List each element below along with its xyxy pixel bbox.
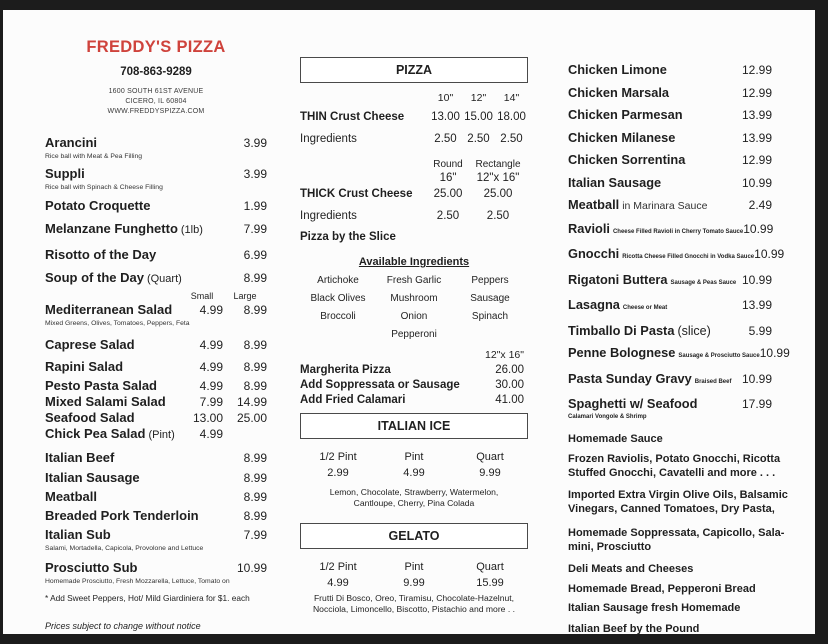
- item-name: Add Fried Calamari: [300, 394, 406, 406]
- menu-item-row: [45, 358, 267, 376]
- size-label: Pint: [404, 451, 424, 463]
- info-line: Homemade Sauce: [568, 433, 663, 445]
- ingredient: Mushroom: [390, 293, 438, 304]
- item-description: Homemade Prosciutto, Fresh Mozzarella, Lettuce, Tomato on: [45, 578, 230, 585]
- size-label: 1/2 Pint: [319, 561, 357, 573]
- item-name: Italian Sub: [45, 527, 111, 542]
- item-name: Rigatoni Buttera: [568, 271, 668, 287]
- ingredient: Fresh Garlic: [386, 275, 442, 286]
- size-label: Quart: [476, 451, 504, 463]
- gelato-sizes: [300, 561, 528, 573]
- item-name: Timballo Di Pasta: [568, 322, 675, 338]
- item-name: Italian Beef: [45, 450, 115, 465]
- item-name: Penne Bolognese: [568, 345, 676, 360]
- size-label: 16": [439, 172, 457, 184]
- item-price-small: 7.99: [199, 395, 223, 409]
- size-header-small: Small: [190, 291, 214, 301]
- menu-item-row: [45, 394, 267, 410]
- thick-ingredients-row: [300, 210, 528, 222]
- left-menu-items: [45, 134, 267, 631]
- item-price: 9.99: [479, 467, 501, 479]
- item-price-small: 4.99: [199, 360, 223, 374]
- item-price: 8.99: [243, 471, 267, 485]
- item-name: Mixed Salami Salad: [45, 394, 166, 409]
- menu-item-row: [568, 371, 772, 390]
- size-label: 1/2 Pint: [319, 451, 357, 463]
- ingredient-row: [300, 311, 528, 322]
- item-name: Arancini: [45, 135, 98, 150]
- item-price: 2.50: [486, 210, 510, 222]
- italian-ice-prices: [300, 467, 528, 479]
- addons-note: * Add Sweet Peppers, Hot/ Mild Giardiniera for $1. each: [45, 593, 250, 603]
- menu-page: [3, 10, 815, 634]
- item-price: 10.99: [741, 272, 772, 287]
- address-line2: CICERO, IL 60804: [125, 98, 187, 105]
- pizza-section: [300, 57, 528, 406]
- item-name: Soup of the Day: [45, 270, 144, 285]
- size-label: 10": [437, 92, 454, 104]
- item-price: 7.99: [243, 222, 267, 236]
- item-price: 41.00: [495, 394, 524, 406]
- info-line: Frozen Raviolis, Potato Gnocchi, Ricotta Stuffed Gnocchi, Cavatelli and more . . .: [568, 453, 781, 479]
- size-label: 12": [470, 92, 487, 104]
- item-price: 15.00: [464, 111, 493, 123]
- info-line: Homemade Soppressata, Capicollo, Sala-mini, Prosciutto: [568, 527, 785, 553]
- item-name: Ravioli: [568, 220, 610, 236]
- item-note: (Pint): [148, 429, 175, 441]
- ingredient: Black Olives: [310, 293, 366, 304]
- ingredient-row: [300, 275, 528, 286]
- size-label: 14": [503, 92, 520, 104]
- italian-ice-flavors: Lemon, Chocolate, Strawberry, Watermelon, Cantloupe, Cherry, Pina Colada: [329, 487, 499, 508]
- italian-ice-sizes: [300, 451, 528, 463]
- item-name: Meatball: [568, 197, 620, 212]
- thin-crust-row: [300, 111, 528, 123]
- item-price-large: 14.99: [236, 395, 267, 409]
- item-price: 7.99: [243, 528, 267, 542]
- item-price: 10.99: [754, 247, 785, 261]
- menu-item-row: [568, 323, 772, 339]
- info-line: Italian Sausage fresh Homemade: [568, 602, 741, 614]
- ingredient: Onion: [400, 311, 428, 322]
- item-price-small: 4.99: [199, 427, 223, 441]
- item-name: THICK Crust Cheese: [300, 188, 413, 200]
- thin-size-header-row: [300, 92, 528, 104]
- item-price-small: 4.99: [199, 338, 223, 352]
- item-price: 3.99: [243, 167, 267, 181]
- gelato-section: [300, 523, 528, 615]
- item-description: Salami, Mortadella, Capicola, Provolone and Lettuce: [45, 545, 204, 552]
- item-name: Rapini Salad: [45, 359, 124, 374]
- info-line: Homemade Bread, Pepperoni Bread: [568, 583, 756, 595]
- italian-ice-header: ITALIAN ICE: [300, 413, 528, 439]
- special-item-row: [300, 379, 528, 391]
- size-header-large: Large: [233, 291, 257, 301]
- item-price: 10.99: [741, 371, 772, 386]
- item-name: Chick Pea Salad: [45, 426, 146, 441]
- item-price: 25.00: [433, 188, 463, 200]
- item-name: Margherita Pizza: [300, 364, 391, 376]
- item-price: 8.99: [243, 451, 267, 465]
- item-name: Italian Sausage: [45, 470, 140, 485]
- menu-item-row: [45, 469, 267, 487]
- address-line1: 1600 SOUTH 61ST AVENUE: [108, 88, 204, 95]
- item-name: Prosciutto Sub: [45, 560, 138, 575]
- menu-item-row: [568, 297, 772, 316]
- item-description: Calamari Vongole & Shrimp: [568, 414, 647, 420]
- item-price-large: 8.99: [243, 303, 267, 317]
- item-price: 12.99: [741, 153, 772, 167]
- item-price: 8.99: [243, 271, 267, 285]
- menu-item-row: [568, 197, 772, 214]
- menu-item-row: [45, 559, 267, 577]
- thick-crust-row: [300, 188, 528, 200]
- item-price: 3.99: [243, 136, 267, 150]
- item-name: Potato Croquette: [45, 198, 151, 213]
- item-name: Caprese Salad: [45, 337, 135, 352]
- italian-ice-section: [300, 413, 528, 509]
- item-price: 2.50: [467, 133, 490, 145]
- menu-item-row: [45, 165, 267, 183]
- item-price: 25.00: [483, 188, 513, 200]
- item-name: Chicken Parmesan: [568, 107, 683, 122]
- item-price: 13.99: [741, 108, 772, 122]
- menu-item-row: [568, 345, 790, 364]
- item-price: 4.99: [403, 467, 425, 479]
- ingredient: Peppers: [471, 275, 509, 286]
- item-price: 5.99: [748, 323, 772, 338]
- item-subtext: Ricotta Cheese Filled Gnocchi in Vodka Sauce: [622, 254, 755, 260]
- item-name: Suppli: [45, 166, 85, 181]
- menu-item-row: [45, 336, 267, 354]
- info-line: Deli Meats and Cheeses: [568, 563, 694, 575]
- item-name: Add Soppressata or Sausage: [300, 379, 460, 391]
- item-price: 9.99: [403, 577, 425, 589]
- item-note: (1lb): [180, 224, 203, 236]
- item-price: 30.00: [495, 379, 524, 391]
- website: WWW.FREDDYSPIZZA.COM: [107, 108, 205, 115]
- ingredient: Sausage: [470, 293, 510, 304]
- menu-item-row: [45, 410, 267, 426]
- item-price: 8.99: [243, 509, 267, 523]
- menu-item-row: [568, 130, 772, 146]
- menu-item-row: [45, 197, 267, 215]
- item-name: Chicken Milanese: [568, 129, 676, 145]
- item-price-large: 25.00: [236, 411, 267, 425]
- right-column: [568, 62, 794, 636]
- item-name: Spaghetti w/ Seafood: [568, 396, 698, 411]
- item-description: Rice ball with Spinach & Cheese Filling: [45, 184, 163, 191]
- item-name: Pesto Pasta Salad: [45, 378, 157, 393]
- address-block: [45, 87, 267, 117]
- item-price-small: 4.99: [199, 379, 223, 393]
- item-price: 13.00: [431, 111, 460, 123]
- item-subtext: Sausage & Peas Sauce: [670, 279, 737, 286]
- item-name: THIN Crust Cheese: [300, 111, 405, 123]
- gelato-header: GELATO: [300, 523, 528, 549]
- restaurant-name: FREDDY'S PIZZA: [86, 38, 226, 56]
- item-price-large: 8.99: [243, 360, 267, 374]
- menu-item-row: [45, 488, 267, 506]
- item-price: 17.99: [741, 397, 772, 411]
- item-subtext: Cheese Filled Ravioli in Cherry Tomato Sauce: [612, 228, 744, 235]
- item-subtext: Sausage & Prosciutto Sauce: [678, 353, 760, 359]
- menu-item-row: [45, 134, 267, 152]
- item-price: 8.99: [243, 490, 267, 504]
- ingredient-row: [300, 293, 528, 304]
- menu-item-row: [45, 507, 267, 525]
- gelato-prices: [300, 577, 528, 589]
- size-label: Quart: [476, 561, 504, 573]
- info-line: Imported Extra Virgin Olive Oils, Balsamic Vinegars, Canned Tomatoes, Dry Pasta,: [568, 489, 788, 515]
- item-name: Lasagna: [568, 297, 620, 312]
- menu-item-row: [45, 426, 267, 443]
- item-description: Mixed Greens, Olives, Tomatoes, Peppers, Feta: [45, 320, 190, 327]
- menu-item-row: [45, 301, 267, 319]
- menu-item-row: [45, 269, 267, 288]
- item-name: Risotto of the Day: [45, 247, 157, 262]
- menu-item-row: [568, 175, 772, 191]
- phone-number: 708-863-9289: [120, 66, 192, 78]
- ingredient: Pepperoni: [391, 329, 437, 340]
- item-price: 26.00: [495, 364, 524, 376]
- item-subtext: Braised Beef: [694, 378, 732, 385]
- item-price: 2.50: [434, 133, 457, 145]
- item-price: 10.99: [743, 221, 774, 236]
- menu-item-row: [568, 107, 772, 123]
- pizza-section-header: PIZZA: [300, 57, 528, 83]
- menu-item-row: [568, 221, 772, 240]
- menu-item-row: [568, 152, 772, 168]
- special-item-row: [300, 364, 528, 376]
- item-price-large: 8.99: [243, 338, 267, 352]
- item-price: 1.99: [243, 199, 267, 213]
- gelato-flavors: Frutti Di Bosco, Oreo, Tiramisu, Chocolate-Hazelnut, Nocciola, Limoncello, Biscotto, Pistachio and more . .: [312, 593, 516, 614]
- price-disclaimer: Prices subject to change without notice: [45, 621, 201, 631]
- shape-label: Rectangle: [475, 159, 521, 170]
- ingredient: Broccoli: [320, 311, 356, 322]
- shape-label: Round: [433, 159, 463, 170]
- item-name: Chicken Sorrentina: [568, 152, 686, 167]
- info-line: Italian Beef by the Pound: [568, 623, 700, 635]
- item-name: Chicken Marsala: [568, 84, 670, 100]
- menu-item-row: [568, 396, 772, 412]
- menu-item-row: [45, 220, 267, 239]
- size-column-headers: [45, 291, 267, 301]
- menu-item-row: [45, 246, 267, 264]
- menu-item-row: [568, 246, 785, 265]
- item-note: in Marinara Sauce: [622, 200, 708, 212]
- menu-item-row: [568, 85, 772, 101]
- size-label: Pint: [404, 561, 424, 573]
- item-name: Pasta Sunday Gravy: [568, 370, 692, 386]
- menu-item-row: [45, 526, 267, 544]
- item-note: (slice): [677, 323, 711, 338]
- item-subtext: Cheese or Meat: [622, 305, 668, 311]
- item-name: Breaded Pork Tenderloin: [45, 508, 199, 523]
- item-price: 6.99: [243, 248, 267, 262]
- item-price: 2.50: [500, 133, 523, 145]
- pizza-by-the-slice-label: Pizza by the Slice: [300, 231, 396, 243]
- item-name: Seafood Salad: [45, 410, 135, 425]
- item-name: Ingredients: [300, 210, 357, 222]
- menu-item-row: [568, 272, 772, 291]
- item-name: Italian Sausage: [568, 174, 662, 190]
- item-price: 10.99: [741, 175, 772, 190]
- item-price-small: 13.00: [192, 411, 223, 425]
- size-label: 12"x 16": [476, 172, 520, 184]
- item-price-small: 4.99: [199, 303, 223, 317]
- item-price: 4.99: [327, 577, 349, 589]
- item-name: Gnocchi: [568, 246, 620, 261]
- item-name: Melanzane Funghetto: [45, 221, 178, 236]
- menu-item-row: [45, 378, 267, 394]
- item-price: 2.49: [748, 198, 772, 212]
- ingredient: Artichoke: [317, 275, 359, 286]
- item-note: (Quart): [146, 273, 182, 285]
- item-name: Ingredients: [300, 133, 357, 145]
- item-price: 13.99: [741, 130, 772, 145]
- menu-item-row: [45, 449, 267, 467]
- item-price: 10.99: [759, 346, 790, 360]
- item-name: Mediterranean Salad: [45, 302, 173, 317]
- item-price: 12.99: [741, 63, 772, 77]
- ingredient: Spinach: [471, 311, 509, 322]
- thick-shape-header-row: [300, 159, 528, 170]
- item-price-large: 8.99: [243, 379, 267, 393]
- special-size-label: 12"x 16": [485, 349, 524, 361]
- item-price: 15.99: [476, 577, 504, 589]
- available-ingredients-header: Available Ingredients: [358, 256, 470, 268]
- item-description: Rice ball with Meat & Pea Filling: [45, 153, 143, 160]
- item-price: 2.50: [436, 210, 460, 222]
- item-price: 2.99: [327, 467, 349, 479]
- thick-size-header-row: [300, 172, 528, 184]
- item-name: Chicken Limone: [568, 62, 667, 77]
- special-item-row: [300, 394, 528, 406]
- item-price: 13.99: [741, 298, 772, 312]
- item-price: 18.00: [497, 111, 526, 123]
- item-name: Meatball: [45, 489, 98, 504]
- item-price: 12.99: [741, 85, 772, 100]
- item-price: 10.99: [236, 561, 267, 575]
- menu-item-row: [568, 62, 772, 78]
- left-column: [45, 38, 267, 631]
- thin-ingredients-row: [300, 133, 528, 145]
